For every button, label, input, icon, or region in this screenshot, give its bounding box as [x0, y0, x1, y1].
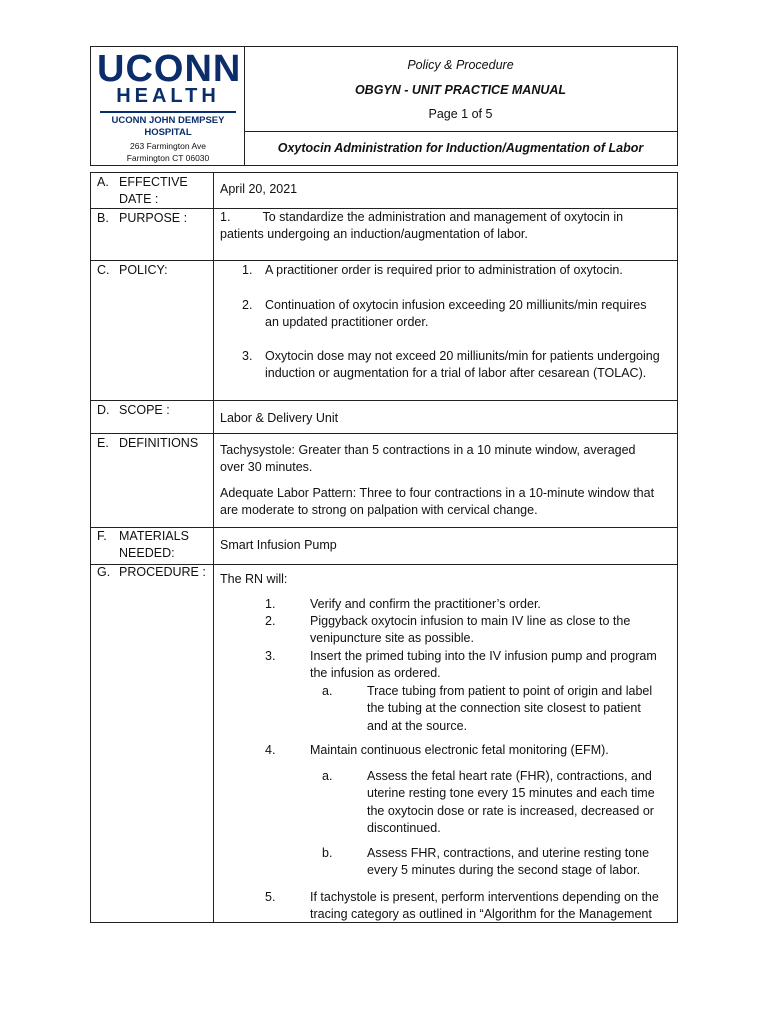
- document-title: Oxytocin Administration for Induction/Augmentation of Labor: [277, 141, 644, 155]
- hospital-address: 263 Farmington Ave Farmington CT 06030: [126, 141, 210, 163]
- doc-type: Policy & Procedure: [407, 58, 514, 72]
- materials-label: F. MATERIALS NEEDED:: [97, 529, 189, 560]
- purpose-text: 1. To standardize the administration and management of oxytocin in patients undergoing an induction/augmentation of labor.: [220, 210, 624, 242]
- procedure-intro: The RN will:: [220, 572, 288, 586]
- row-divider: [91, 433, 677, 434]
- header-divider: [244, 131, 677, 132]
- column-divider: [213, 173, 214, 922]
- logo-wordmark: UCONN: [97, 48, 242, 90]
- procedure-label: G. PROCEDURE :: [97, 565, 206, 579]
- logo-block: [91, 47, 245, 165]
- logo-divider: [100, 111, 236, 113]
- purpose-label: B. PURPOSE :: [97, 211, 188, 225]
- materials-value: Smart Infusion Pump: [220, 538, 337, 552]
- definition-tachysystole: Tachysystole: Greater than 5 contractions in a 10 minute window, averaged over 30 minutes.: [220, 443, 636, 475]
- document-header: [90, 46, 678, 166]
- row-divider: [91, 400, 677, 401]
- manual-name: OBGYN - UNIT PRACTICE MANUAL: [354, 83, 567, 97]
- policy-table: A. EFFECTIVE DATE : April 20, 2021 B. PURPOSE : 1. To standardize the administration and management of oxytocin in patients undergoing an induction/augmentation of labor. C. POLICY: 1. A practitioner order is required prior to administration of oxytocin. 2. Continuation of oxytocin infusion exceeding 20 milliunits/min requires an updated practitioner order. 3. Oxytocin dose may not exceed 20 milliunits/min for patients undergoing induction or augmentation for a trial of labor after cesarean (TOLAC). D. SCOPE : Labor & Delivery Unit E. DEFINITIONS Tachysystole: Greater than 5 contractions in a 10 minute window, averaged over 30 minutes. Adequate Labor Pattern: Three to four contractions in a 10-minute window that are moderate to strong on palpation with cervical change. F. MATERIALS NEEDED: Smart Infusion Pump G. PROCEDURE : The RN will: 1. Verify and confirm the practitioner’s order. 2. Piggyback oxytocin infusion to main IV line as close to the venipuncture site as possible. 3. Insert the primed tubing into the IV infusion pump and program the infusion as ordered. a. Trace tubing from patient to point of origin and label the tubing at the connection site closest to patient and at the source. 4. Maintain continuous electronic fetal monitoring (EFM). a. Assess the fetal heart rate (FHR), contractions, and uterine resting tone every 15 minutes and each time the oxytocin dose or rate is increased, decreased or discontinued. b. Assess FHR, contractions, and uterine resting tone every 5 minutes during the second stage of labor. 5. If tachystole is present, perform interventions depending on the tracing category as outlined in “Algorithm for the Management: [90, 172, 678, 923]
- row-divider: [91, 260, 677, 261]
- policy-label: C. POLICY:: [97, 263, 168, 277]
- definitions-label: E. DEFINITIONS: [97, 436, 199, 450]
- hospital-name: UCONN JOHN DEMPSEY HOSPITAL: [111, 115, 225, 138]
- effective-date-label: A. EFFECTIVE DATE :: [97, 175, 188, 206]
- definition-labor-pattern: Adequate Labor Pattern: Three to four contractions in a 10-minute window that are moderate to strong on palpation with cervical change.: [220, 486, 655, 518]
- header-info: [244, 47, 677, 165]
- effective-date-value: April 20, 2021: [220, 182, 298, 196]
- page-number: Page 1 of 5: [428, 107, 493, 121]
- scope-value: Labor & Delivery Unit: [220, 411, 339, 425]
- logo-subtitle: HEALTH: [116, 85, 220, 107]
- scope-label: D. SCOPE :: [97, 403, 170, 417]
